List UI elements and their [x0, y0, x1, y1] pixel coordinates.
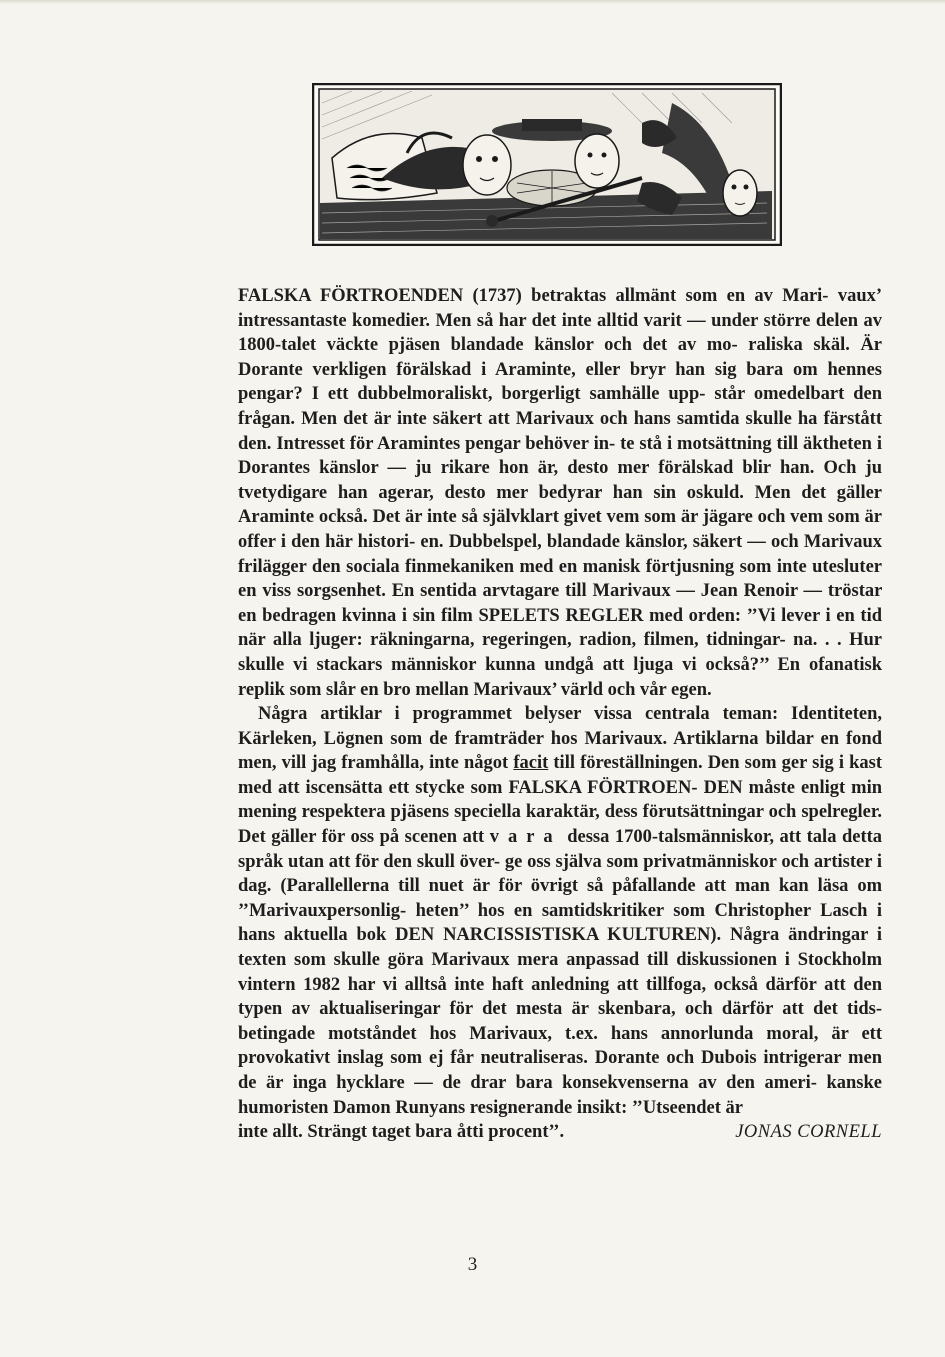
- text-line: en. Dubbelspel, blandade känslor, säkert — och Marivaux frilägger den: [238, 531, 882, 577]
- text-line: na. . . Hur skulle vi stackars människor kunna undgå att ljuga vi också?’’: [238, 630, 882, 675]
- text-line: te stå i motsättning till äktheten i Dorantes känslor — ju rikare hon är,: [238, 433, 882, 479]
- text-line: DEN NARCISSISTISKA KULTUREN). Några ändringar i texten som: [238, 925, 882, 971]
- text-line: typen av aktualiseringar för det mesta är skenbara, och därför att det tids-: [238, 999, 882, 1020]
- spaced-word-vara: vara: [489, 827, 562, 848]
- text-line: Kärleken, Lögnen som de framträder hos Marivaux. Artiklarna bildar en: [238, 728, 839, 749]
- woodcut-illustration: [312, 83, 782, 246]
- text-line: större delen av 1800-talet väckte pjäsen blandade känslor och det av mo-: [238, 310, 882, 356]
- text-line: förutsättningar och spelregler. Det gäller för oss på scenen att: [238, 802, 883, 848]
- text-line: desto mer förälskad blir han. Och ju tvetydigare han agerar, desto mer: [238, 458, 882, 503]
- text-line: DEN måste enligt min mening respektera pjäsens speciella karaktär, dess: [238, 777, 883, 823]
- text-line: dessa 1700-talsmänniskor, att tala detta språk utan att för den skull över-: [238, 827, 883, 872]
- text-line: skulle göra Marivaux mera anpassad till diskussionen i Stockholm vintern: [238, 950, 882, 995]
- text-line: heten’’ hos en samtidskritiker som Christopher Lasch i hans aktuella bok: [238, 900, 883, 946]
- closing-line: [238, 1120, 882, 1145]
- text-line: FALSKA FÖRTROENDEN (1737) betraktas allmänt som en av Mari-: [238, 286, 829, 306]
- page-number: 3: [467, 1254, 478, 1275]
- text-line: sorgsenhet. En sentida arvtagare till Marivaux — Jean Renoir — tröstar: [296, 581, 882, 602]
- paragraph-1: [238, 284, 882, 702]
- text-line: raliska skäl. Är Dorante verkligen förälskad i Araminte, eller bryr han sig: [238, 335, 883, 380]
- text-line: vaux’ intressantaste komedier. Men så har det inte alltid varit — under: [238, 286, 883, 331]
- text-line: bedyrar han sin oskuld. Men det gäller Araminte också. Det är inte så: [238, 482, 883, 528]
- text-line: självklart givet vem som är jägare och vem som är offer i den här histori-: [238, 507, 883, 552]
- author-signature: JONAS CORNELL: [735, 1122, 882, 1143]
- text-line: sociala finmekaniken med en manisk förtjusning som inte utesluter en viss: [238, 556, 883, 602]
- article-text: [238, 284, 882, 1145]
- text-line: provokativt inslag som ej får neutraliseras. Dorante och Dubois intrigerar: [238, 1048, 842, 1069]
- text-line: ge oss själva som privatmänniskor och artister i dag. (Parallellerna till: [238, 851, 882, 897]
- text-line: men de är inga hycklare — de drar bara konsekvenserna av den ameri-: [238, 1048, 883, 1093]
- text-line: 1982 har vi alltså inte haft anledning att tillfoga, också därför att den: [303, 974, 882, 995]
- text-line: inte allt. Strängt taget bara åtti procent’’.: [238, 1122, 565, 1143]
- text-line: En ofanatisk replik som slår en bro mellan Marivaux’ värld och vår egen.: [238, 654, 882, 700]
- text-line: nuet är för övrigt så påfallande att man kan läsa om ’’Marivauxpersonlig-: [238, 876, 882, 921]
- text-line: till föreställningen. Den som: [548, 753, 777, 774]
- text-line: fond men, vill jag framhålla, inte något: [238, 728, 882, 774]
- paragraph-2: [238, 702, 882, 1120]
- text-line: kanske humoristen Damon Runyans resignerande insikt: ’’Utseendet är: [238, 1073, 883, 1118]
- page-edge: [0, 0, 945, 4]
- text-line: bara om hennes pengar? I ett dubbelmoraliskt, borgerligt samhälle upp-: [238, 359, 882, 405]
- text-line: samtida skulle ha färstått den. Intresset för Aramintes pengar behöver in-: [238, 408, 883, 454]
- text-line: en bedragen kvinna i sin film SPELETS REGLER med orden: ’’Vi lever i: [238, 605, 831, 626]
- text-line: ger sig i kast med att iscensätta ett stycke som FALSKA FÖRTROEN-: [238, 753, 883, 798]
- text-line: står omedelbart den frågan. Men det är inte säkert att Marivaux och hans: [238, 384, 883, 429]
- text-line: en tid när alla ljuger: räkningarna, regeringen, radion, filmen, tidningar-: [238, 605, 883, 651]
- underlined-word-facit: facit: [513, 753, 549, 774]
- text-line: betingade motståndet hos Marivaux, t.ex. hans annorlunda moral, är ett: [238, 1023, 882, 1044]
- text-line: Några artiklar i programmet belyser vissa centrala teman: Identiteten,: [258, 704, 882, 725]
